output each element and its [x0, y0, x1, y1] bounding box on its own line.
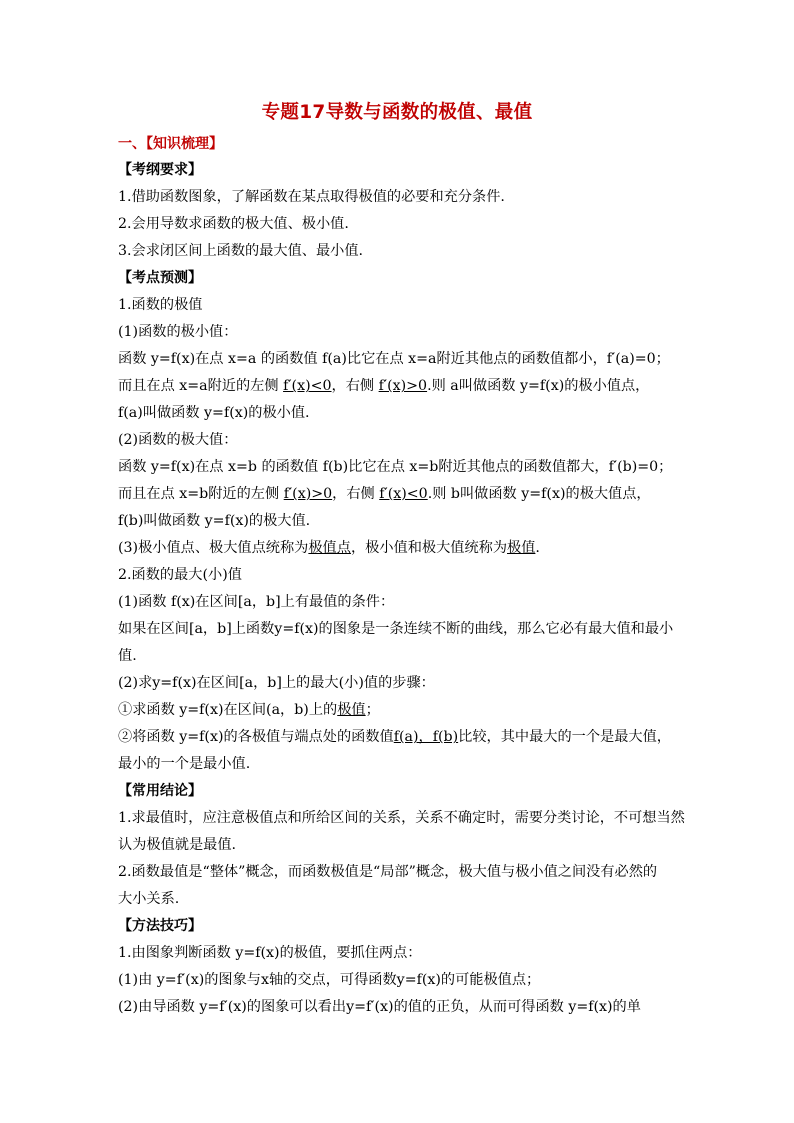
cyjl-1b: 认为极值就是最值. — [118, 837, 237, 853]
max-line-1: 函数 y=f(x)在点 x=b 的函数值 f(b)比它在点 x=b附近其他点的函数值都大，f′(b)=0； — [118, 459, 673, 475]
heading-fangfa: 【方法技巧】 — [118, 918, 202, 934]
min-line-2c: ，右侧 — [331, 378, 379, 394]
kaogang-item-3: 3.会求闭区间上函数的最大值、最小值. — [118, 243, 364, 259]
max-line-2e: .则 b叫做函数 y=f(x)的极大值点， — [427, 486, 651, 502]
kd23-extreme: 极值 — [337, 702, 366, 718]
kd13-extreme-point: 极值点 — [308, 540, 351, 556]
min-right-condition: f′(x)>0 — [378, 378, 428, 394]
kd24-a: ②将函数 y=f(x)的各极值与端点处的函数值 — [118, 729, 394, 745]
min-line-2a: 而且在点 x=a附近的左侧 — [118, 378, 284, 394]
min-line-1: 函数 y=f(x)在点 x=a 的函数值 f(a)比它在点 x=a附近其他点的函数值都小，f′(a)=0； — [118, 351, 670, 367]
heading-kaogang: 【考纲要求】 — [118, 162, 202, 178]
max-line-3: f(b)叫做函数 y=f(x)的极大值. — [118, 513, 311, 529]
max-left-condition: f′(x)>0 — [283, 486, 333, 502]
kd23-a: ①求函数 y=f(x)在区间(a，b)上的 — [118, 702, 338, 718]
cyjl-2b: 大小关系. — [118, 891, 180, 907]
max-right-condition: f′(x)<0 — [379, 486, 428, 502]
kd24-c: 比较，其中最大的一个是最大值， — [458, 729, 671, 745]
kaodian-2-1b: 值. — [118, 648, 137, 664]
ffjq-1: 1.由图象判断函数 y=f(x)的极值，要抓住两点： — [118, 945, 422, 961]
kaodian-1-2: (2)函数的极大值： — [118, 432, 238, 448]
kaodian-1-3 — [118, 538, 678, 558]
kaogang-item-2: 2.会用导数求函数的极大值、极小值. — [118, 216, 349, 232]
section-heading: 一、【知识梳理】 — [118, 136, 223, 152]
cyjl-1a: 1.求最值时，应注意极值点和所给区间的关系，关系不确定时，需要分类讨论，不可想当然 — [118, 810, 685, 826]
page-title: 专题17导数与函数的极值、最值 — [261, 102, 533, 123]
min-line-3: f(a)叫做函数 y=f(x)的极小值. — [118, 405, 310, 421]
kd13-a: (3)极小值点、极大值点统称为 — [118, 540, 309, 556]
kaodian-2-5: 最小的一个是最小值. — [118, 756, 251, 772]
kaodian-2-1a: 如果在区间[a，b]上函数y=f(x)的图象是一条连续不断的曲线，那么它必有最大值和最小 — [118, 621, 674, 637]
min-line-2e: .则 a叫做函数 y=f(x)的极小值点， — [427, 378, 650, 394]
kaodian-2-1: (1)函数 f(x)在区间[a，b]上有最值的条件： — [118, 594, 395, 610]
ffjq-2: (1)由 y=f′(x)的图象与x轴的交点，可得函数y=f(x)的可能极值点； — [118, 972, 541, 988]
kd13-e: . — [535, 540, 540, 556]
ffjq-3: (2)由导函数 y=f′(x)的图象可以看出y=f′(x)的值的正负，从而可得函数 y=f(x)的单 — [118, 999, 641, 1015]
min-left-condition: f′(x)<0 — [283, 378, 332, 394]
kaodian-2: 2.函数的最大(小)值 — [118, 567, 242, 583]
kd13-extreme-value: 极值 — [507, 540, 536, 556]
kd23-c: ； — [365, 702, 380, 718]
max-line-2 — [118, 484, 678, 504]
kaodian-1: 1.函数的极值 — [118, 297, 203, 313]
kaodian-2-3 — [118, 700, 678, 720]
heading-kaodian: 【考点预测】 — [118, 270, 202, 286]
cyjl-2a: 2.函数最值是“整体”概念，而函数极值是“局部”概念，极大值与极小值之间没有必然的 — [118, 864, 658, 880]
heading-changyong: 【常用结论】 — [118, 783, 202, 799]
kaodian-2-2: (2)求y=f(x)在区间[a，b]上的最大(小)值的步骤： — [118, 675, 435, 691]
kaogang-item-1: 1.借助函数图象，了解函数在某点取得极值的必要和充分条件. — [118, 189, 505, 205]
kaodian-1-1: (1)函数的极小值： — [118, 324, 238, 340]
kd13-c: ，极小值和极大值统称为 — [350, 540, 508, 556]
kaodian-2-4 — [118, 727, 678, 747]
max-line-2a: 而且在点 x=b附近的左侧 — [118, 486, 284, 502]
kd24-endpoints: f(a)，f(b) — [393, 729, 459, 745]
max-line-2c: ，右侧 — [332, 486, 380, 502]
min-line-2 — [118, 376, 678, 396]
